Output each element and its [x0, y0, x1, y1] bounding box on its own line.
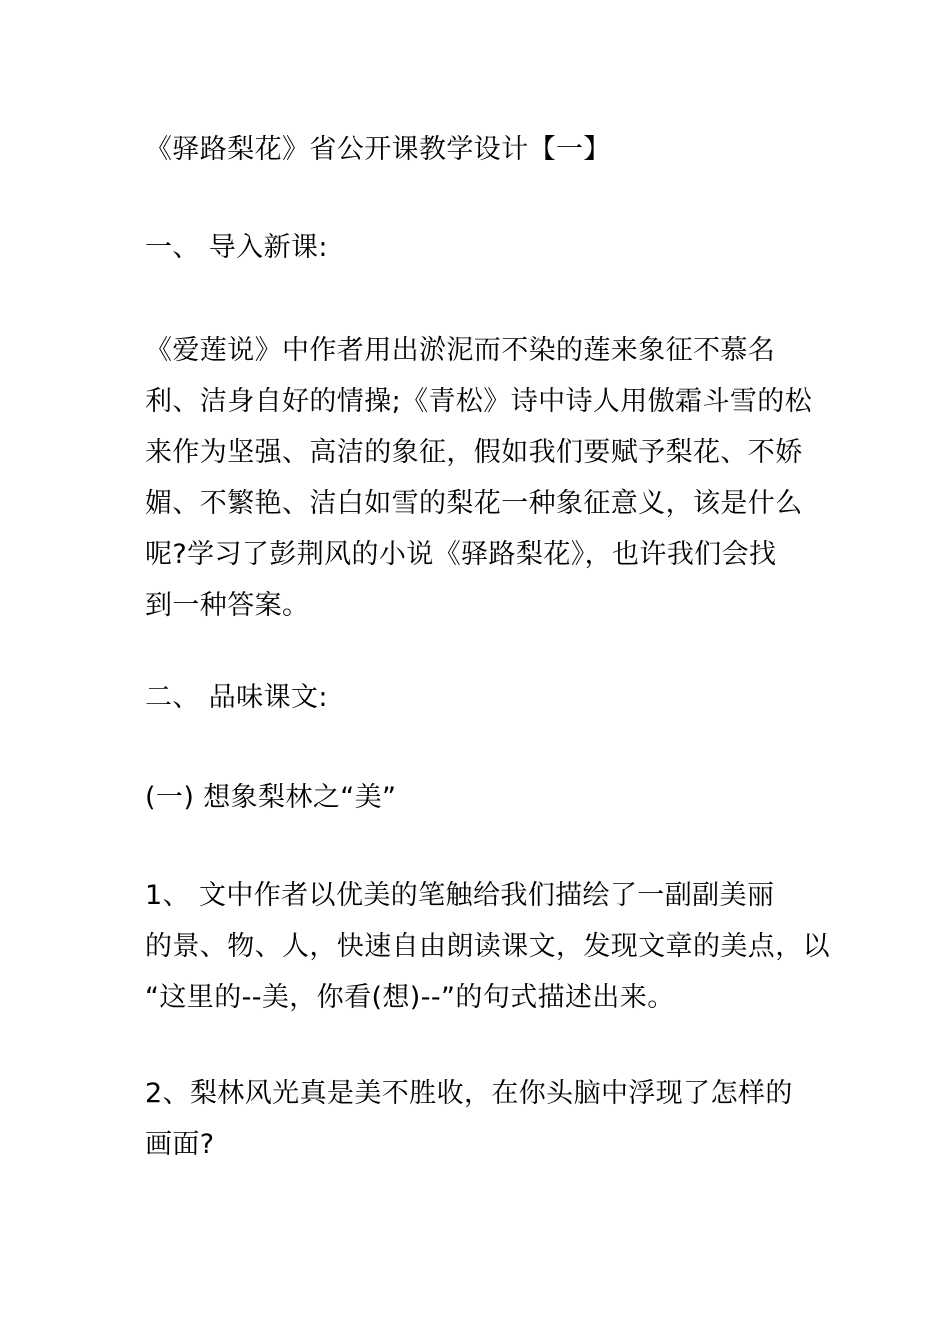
item-1-line: “这里的--美，你看(想)--”的句式描述出来。: [145, 982, 675, 1013]
document-title: 《驿路梨花》省公开课教学设计【一】: [145, 134, 611, 165]
section-heading-intro: 一、 导入新课:: [145, 232, 328, 263]
intro-line: 来作为坚强、高洁的象征，假如我们要赋予梨花、不娇: [145, 437, 803, 468]
intro-line: 《爱莲说》中作者用出淤泥而不染的莲来象征不慕名: [145, 335, 776, 366]
item-1-line: 1、 文中作者以优美的笔触给我们描绘了一副副美丽: [145, 880, 775, 911]
subsection-heading: (一) 想象梨林之“美”: [145, 782, 397, 813]
item-2-line: 2、梨林风光真是美不胜收，在你头脑中浮现了怎样的: [145, 1078, 793, 1109]
intro-line: 呢?学习了彭荆风的小说《驿路梨花》，也许我们会找: [145, 539, 777, 570]
intro-line: 利、洁身自好的情操;《青松》诗中诗人用傲霜斗雪的松: [145, 386, 813, 417]
item-1-line: 的景、物、人，快速自由朗读课文，发现文章的美点，以: [145, 931, 830, 962]
item-2-line: 画面?: [145, 1129, 215, 1160]
intro-line: 到一种答案。: [145, 590, 310, 621]
section-heading-text-appreciation: 二、 品味课文:: [145, 682, 328, 713]
intro-line: 媚、不繁艳、洁白如雪的梨花一种象征意义，该是什么: [145, 488, 803, 519]
